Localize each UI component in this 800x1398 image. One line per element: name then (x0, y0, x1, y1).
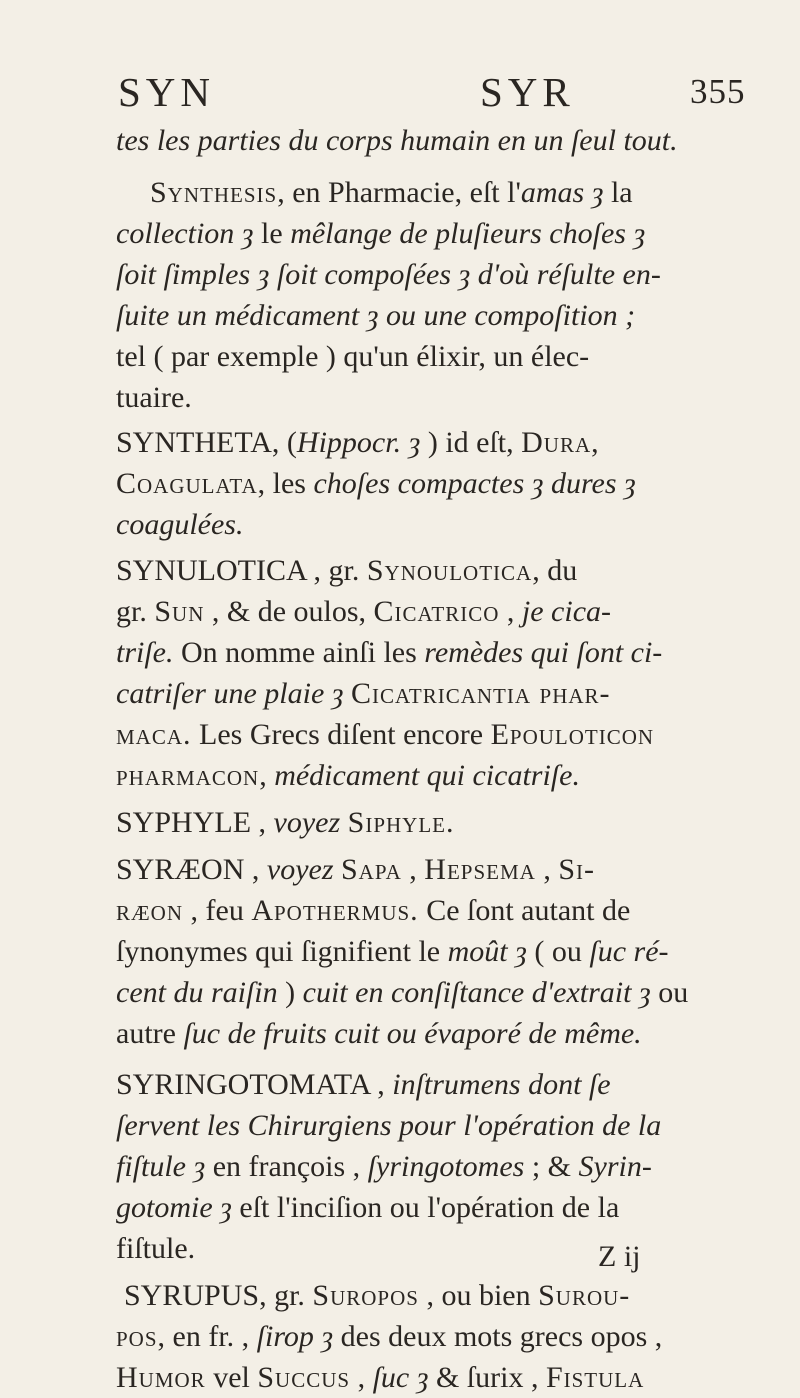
text-line: SYNULOTICA , gr. Synoulotica, du (116, 554, 578, 587)
text-line: catriſer une plaie ȝ Cicatricantia phar- (116, 677, 611, 710)
text-line (116, 120, 678, 161)
entry-headword: Synthesis (150, 176, 278, 209)
text-line: gr. Sun , & de oulos, Cicatrico , je cica- (116, 595, 611, 628)
entry-headword: SYNULOTICA (116, 554, 307, 587)
text-line: SYRÆON , voyez Sapa , Hepsema , Si- (116, 853, 595, 886)
text-line: Synthesis, en Pharmacie, eſt l'amas ȝ la (150, 176, 633, 209)
text-line: SYRUPUS, gr. Suropos , ou bien Surou- (124, 1279, 631, 1312)
text-line: fiſtule. (116, 1232, 196, 1265)
text-line: SYNTHETA, (Hippocr. ȝ ) id eſt, Dura, (116, 426, 599, 459)
entry-headword: SYRINGOTOMATA (116, 1068, 370, 1101)
running-header (0, 70, 800, 114)
header-right: SYR (480, 69, 575, 115)
text-line: ſuite un médicament ȝ ou une compoſition ; (116, 299, 636, 332)
text-line: Humor vel Succus , ſuc ȝ & ſurix , Fistula (116, 1361, 645, 1394)
entry-headword: SYRUPUS (124, 1279, 260, 1312)
entry-headword: SYPHYLE (116, 806, 252, 839)
text-line: triſe. On nomme ainſi les remèdes qui ſont ci- (116, 636, 663, 669)
text-line: pharmacon, médicament qui cicatriſe. (116, 759, 580, 792)
signature-mark: Z ij (598, 1240, 641, 1273)
text-line: tuaire. (116, 381, 192, 414)
text-line: coagulées. (116, 508, 244, 541)
text-line: Coagulata, les choſes compactes ȝ dures ȝ (116, 467, 636, 500)
text-line: collection ȝ le mêlange de pluſieurs choſes ȝ (116, 217, 646, 250)
text-line: pos, en fr. , ſirop ȝ des deux mots grecs opos , (116, 1320, 663, 1353)
page-number: 355 (690, 72, 746, 111)
entry-headword: SYRÆON (116, 853, 245, 886)
text-line: fiſtule ȝ en françois , ſyringotomes ; & Syrin- (116, 1150, 652, 1183)
text-line: ſoit ſimples ȝ ſoit compoſées ȝ d'où réſulte en- (116, 258, 661, 291)
text-line: gotomie ȝ eſt l'inciſion ou l'opération de la (116, 1191, 620, 1224)
text-line: ræon , feu Apothermus. Ce ſont autant de (116, 894, 631, 927)
text-line: SYPHYLE , voyez Siphyle. (116, 806, 455, 839)
text-line: SYRINGOTOMATA , inſtrumens dont ſe (116, 1068, 611, 1101)
text-line: autre ſuc de fruits cuit ou évaporé de même. (116, 1017, 642, 1050)
text-line: tel ( par exemple ) qu'un élixir, un élec- (116, 340, 590, 373)
italic-text: tes les parties du corps humain en un ſeul tout. (116, 124, 678, 157)
entry-headword: SYNTHETA (116, 426, 272, 459)
text-line: maca. Les Grecs diſent encore Epouloticon (116, 718, 655, 751)
text-line: cent du raiſin ) cuit en conſiſtance d'extrait ȝ ou (116, 976, 689, 1009)
text-line: ſervent les Chirurgiens pour l'opération de la (116, 1109, 662, 1142)
text-line: ſynonymes qui ſignifient le moût ȝ ( ou ſuc ré- (116, 935, 669, 968)
header-left: SYN (118, 69, 216, 115)
